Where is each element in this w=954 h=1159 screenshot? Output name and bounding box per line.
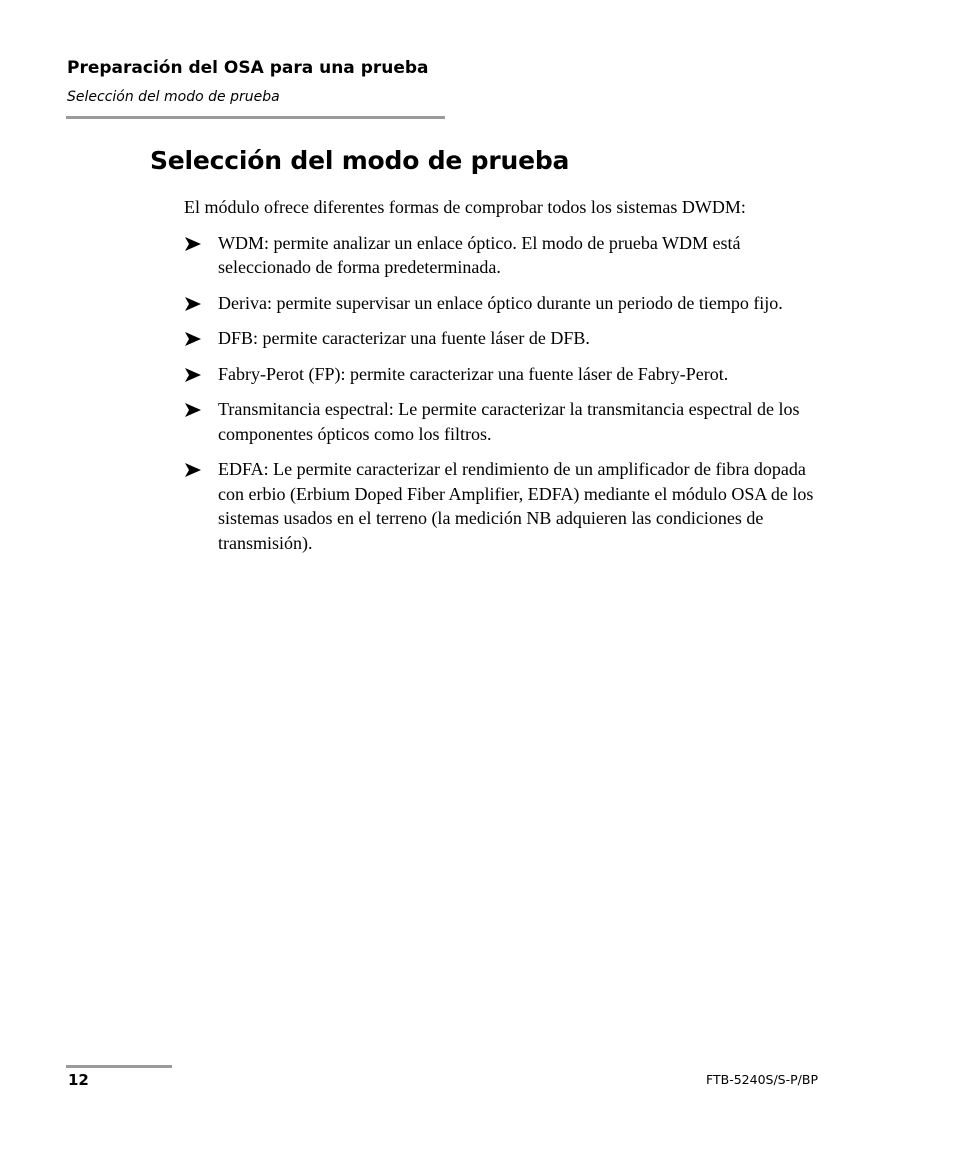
list-item-text: DFB: permite caracterizar una fuente láser de DFB. — [218, 328, 590, 348]
section-subtitle: Selección del modo de prueba — [67, 89, 280, 105]
list-item — [184, 457, 824, 555]
intro-paragraph: El módulo ofrece diferentes formas de comprobar todos los sistemas DWDM: — [184, 197, 746, 217]
page-title: Selección del modo de prueba — [150, 146, 570, 175]
test-mode-list — [184, 231, 824, 556]
body-content — [184, 195, 824, 566]
arrowhead-bullet-icon — [184, 236, 202, 252]
arrowhead-bullet-icon — [184, 331, 202, 347]
footer-divider — [66, 1065, 172, 1068]
page-number: 12 — [68, 1071, 89, 1089]
arrowhead-bullet-icon — [184, 296, 202, 312]
arrowhead-bullet-icon — [184, 462, 202, 478]
list-item-text: Fabry-Perot (FP): permite caracterizar una fuente láser de Fabry-Perot. — [218, 363, 729, 384]
list-item — [184, 291, 824, 316]
list-item — [184, 326, 824, 351]
header-divider — [66, 116, 445, 119]
chapter-title: Preparación del OSA para una prueba — [67, 58, 429, 78]
list-item-text: EDFA: Le permite caracterizar el rendimiento de un amplificador de fibra dopada con erbio (Erbium Doped Fiber Amplifier, EDFA) mediante el módulo OSA de los sistemas usados en el terreno (la medición NB adquieren las condiciones de transmisión). — [218, 459, 814, 553]
running-header — [67, 57, 447, 106]
arrowhead-bullet-icon — [184, 402, 202, 418]
list-item-text: WDM: permite analizar un enlace óptico. El modo de prueba WDM está seleccionado de forma predeterminada. — [218, 232, 741, 277]
arrowhead-bullet-icon — [184, 367, 202, 383]
product-code: FTB-5240S/S-P/BP — [706, 1072, 818, 1087]
list-item — [184, 362, 824, 387]
list-item-text: Deriva: permite supervisar un enlace óptico durante un periodo de tiempo fijo. — [218, 292, 783, 313]
list-item-text: Transmitancia espectral: Le permite caracterizar la transmitancia espectral de los componentes ópticos como los filtros. — [218, 399, 800, 444]
list-item — [184, 231, 824, 280]
list-item — [184, 397, 824, 446]
